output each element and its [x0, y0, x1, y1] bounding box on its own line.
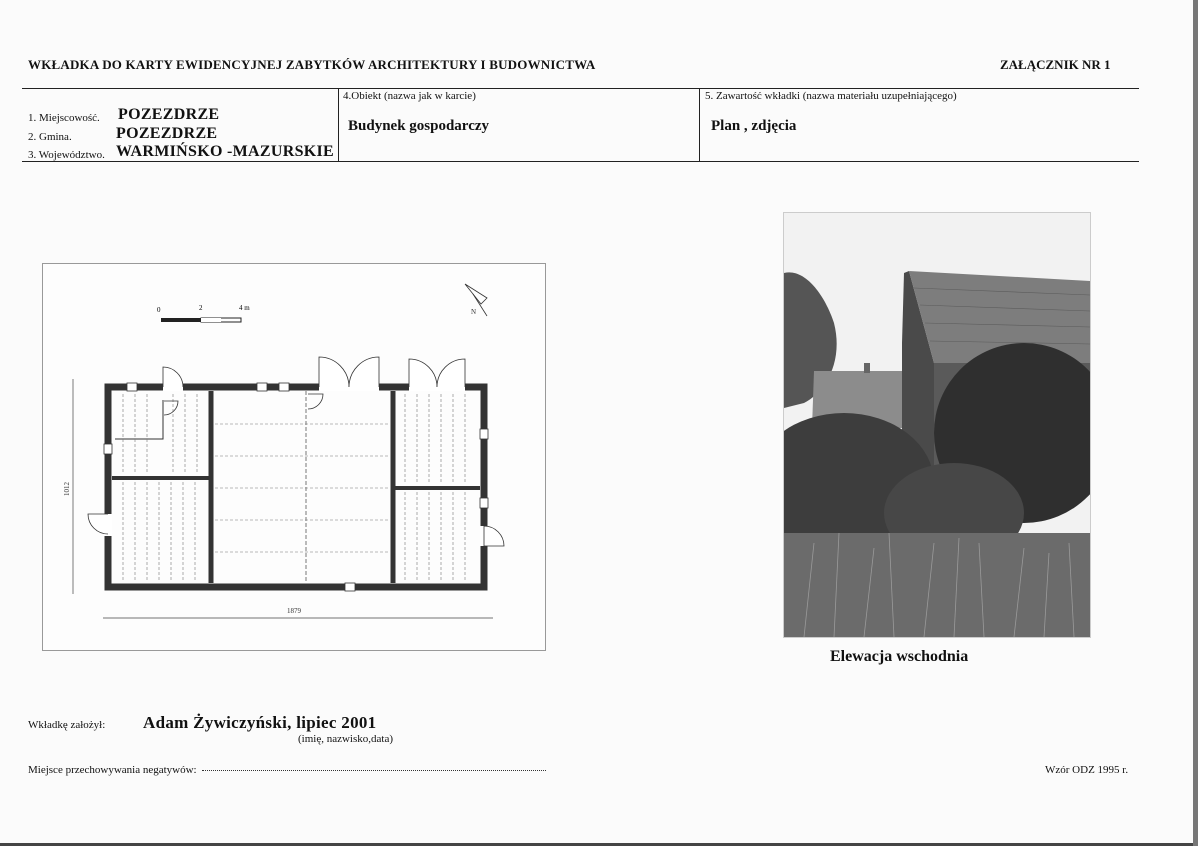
content-value: Plan , zdjęcia [711, 118, 797, 134]
north-arrow-icon [465, 284, 487, 316]
miejscowosc-label: 1. Miejscowość. [28, 112, 100, 124]
table-divider-2 [699, 88, 700, 161]
scale-bar [157, 304, 250, 322]
wojewodztwo-value: WARMIŃSKO -MAZURSKIE [116, 143, 335, 160]
form-reference: Wzór ODZ 1995 r. [1045, 764, 1129, 776]
wojewodztwo-label: 3. Województwo. [28, 149, 105, 161]
annex-number: ZAŁĄCZNIK NR 1 [1000, 57, 1111, 72]
document-title: WKŁADKA DO KARTY EWIDENCYJNEJ ZABYTKÓW ARCHITEKTURY I BUDOWNICTWA [28, 57, 596, 72]
object-label: 4.Obiekt (nazwa jak w karcie) [343, 90, 476, 102]
miejscowosc-value: POZEZDRZE [118, 106, 220, 123]
scale-label-0: 0 [157, 306, 161, 314]
building-photo [783, 212, 1091, 638]
table-top-border [22, 88, 1139, 89]
scale-label-2: 2 [199, 304, 203, 312]
storage-label: Miejsce przechowywania negatywów: [28, 764, 197, 776]
table-bottom-border [22, 161, 1139, 162]
height-dimension: 1012 [63, 482, 71, 496]
scale-label-4m: 4 m [239, 304, 250, 312]
north-label: N [471, 308, 477, 316]
gmina-value: POZEZDRZE [116, 125, 218, 142]
scan-edge-right [1193, 0, 1198, 846]
author-value: Adam Żywiczyński, lipiec 2001 [143, 713, 377, 732]
storage-dotted-line [202, 770, 546, 771]
author-label: Wkładkę założył: [28, 719, 106, 731]
content-label: 5. Zawartość wkładki (nazwa materiału uzupełniającego) [705, 90, 957, 102]
object-value: Budynek gospodarczy [348, 118, 490, 134]
photo-caption: Elewacja wschodnia [830, 648, 969, 665]
table-divider-1 [338, 88, 339, 161]
author-hint: (imię, nazwisko,data) [298, 733, 393, 745]
floor-plan-svg [43, 264, 545, 650]
floor-plan-drawing [42, 263, 546, 651]
gmina-label: 2. Gmina. [28, 131, 72, 143]
photo-svg [784, 213, 1090, 637]
width-dimension: 1879 [287, 607, 301, 615]
